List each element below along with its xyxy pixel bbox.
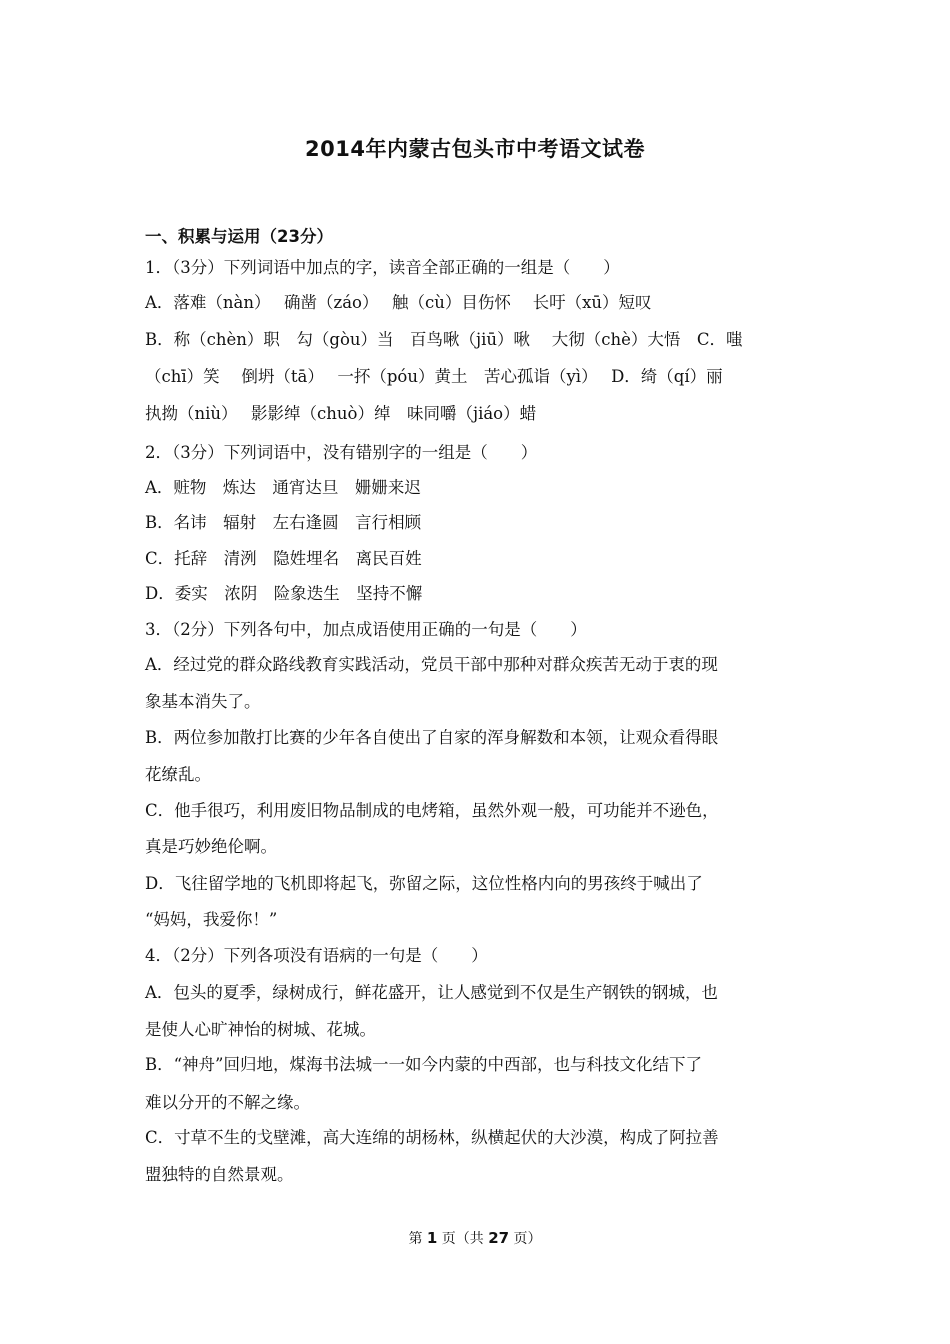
text-line: A．经过党的群众路线教育实践活动，党员干部中那种对群众疾苦无动于衷的现 [145,655,718,674]
text-line: 2．（3分）下列词语中，没有错别字的一组是（ ） [145,443,538,462]
text-line: 真是巧妙绝伦啊。 [145,837,277,856]
text-line: D．委实 浓阴 险象迭生 坚持不懈 [145,584,423,603]
text-line: A．落难（nàn） 确凿（záo） 触（cù）目伤怀 长吁（xū）短叹 [145,293,652,312]
text-line: D．飞往留学地的飞机即将起飞，弥留之际，这位性格内向的男孩终于喊出了 [145,874,703,893]
text-line: B．名讳 辐射 左右逢圆 言行相顾 [145,513,422,532]
footer-middle: 页（共 [437,1231,489,1247]
footer-page-number: 1 [426,1229,438,1247]
text-line: C．寸草不生的戈壁滩，高大连绵的胡杨林，纵横起伏的大沙漠，构成了阿拉善 [145,1128,719,1147]
text-line: C．他手很巧，利用废旧物品制成的电烤箱，虽然外观一般，可功能并不逊色， [145,801,719,820]
section-heading: 一、积累与运用（23分） [145,227,333,246]
text-line: A．包头的夏季，绿树成行，鲜花盛开，让人感觉到不仅是生产钢铁的钢城，也 [145,983,718,1002]
page-title: 2014年内蒙古包头市中考语文试卷 [305,137,645,161]
page-footer [0,1228,950,1248]
text-line: C．托辞 清洌 隐姓埋名 离民百姓 [145,549,422,568]
text-line: （chī）笑 倒坍（tā） 一抔（póu）黄土 苦心孤诣（yì） D．绮（qí）丽 [145,367,723,386]
text-line: A．赃物 炼达 通宵达旦 姗姗来迟 [145,478,421,497]
text-line: 3．（2分）下列各句中，加点成语使用正确的一句是（ ） [145,620,587,639]
footer-suffix: 页） [509,1231,542,1247]
text-line: 执拗（niù） 影影绰（chuò）绰 味同嚼（jiáo）蜡 [145,404,537,423]
text-line: 1．（3分）下列词语中加点的字，读音全部正确的一组是（ ） [145,258,620,277]
text-line: B．“神舟”回归地，煤海书法城一一如今内蒙的中西部，也与科技文化结下了 [145,1055,702,1074]
text-line: 盟独特的自然景观。 [145,1165,294,1184]
text-line: B．两位参加散打比赛的少年各自使出了自家的浑身解数和本领，让观众看得眼 [145,728,719,747]
text-line: 难以分开的不解之缘。 [145,1093,310,1112]
footer-prefix: 第 [408,1231,427,1247]
text-line: B．称（chèn）职 勾（gòu）当 百鸟啾（jiū）啾 大彻（chè）大悟 C．嗤 [145,330,743,349]
text-line: 4．（2分）下列各项没有语病的一句是（ ） [145,946,488,965]
text-line: “妈妈，我爱你！” [145,910,278,929]
footer-total-pages: 27 [488,1229,510,1247]
text-line: 花缭乱。 [145,765,211,784]
text-line: 象基本消失了。 [145,692,261,711]
text-line: 是使人心旷神怡的树城、花城。 [145,1020,376,1039]
